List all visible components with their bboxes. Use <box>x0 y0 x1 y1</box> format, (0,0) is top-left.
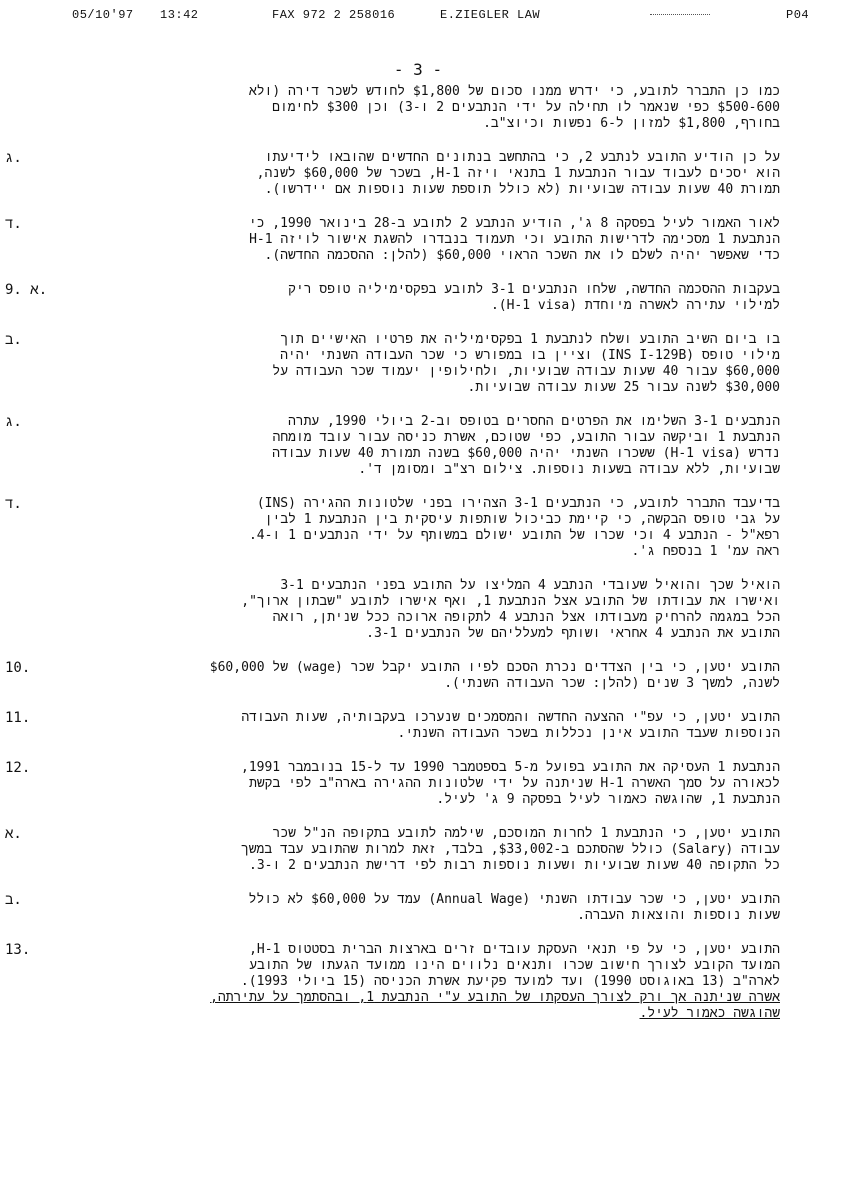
paragraph <box>5 414 780 478</box>
paragraph-marker: ג. <box>5 414 22 430</box>
text-line: הכל במגמה להרחיק מעבודתו אצל הנתבע 4 לתקופה ארוכה ככל שניתן, רואה <box>272 610 780 625</box>
text-line: הנתבעת 1 העסיקה את התובע בפועל מ-5 בספטמבר 1990 עד ל-15 בנובמבר 1991, <box>240 760 780 775</box>
text-line: בעקבות ההסכמה החדשה, שלחו הנתבעים 3-1 לתובע בפקסימיליה טופס ריק <box>288 282 780 297</box>
text-line: התובע יטען, כי שכר עבודתו השנתי (Annual Wage) עמד על $60,000 לא כולל <box>248 892 780 907</box>
text-line: $30,000 לשנה עבור 25 שעות עבודה שבועיות. <box>467 380 780 395</box>
text-line: הואיל שכך והואיל שעובדי הנתבע 4 המליצו על התובע בפני הנתבעים 3-1 <box>280 578 780 593</box>
paragraph <box>60 578 780 642</box>
paragraph-marker: ב. <box>5 892 22 908</box>
text-line: כל התקופה 40 שעות שבועיות ושעות נוספות רבות לפי דרישת הנתבעים 2 ו-3. <box>249 858 780 873</box>
text-line: כמו כן התברר לתובע, כי ידרש ממנו סכום של $1,800 לחודש לשכר דירה (ולא <box>248 84 780 99</box>
text-line: ראה עמ' 1 בנספח ג'. <box>631 544 780 559</box>
text-line: בו ביום השיב התובע ושלח לנתבעת 1 בפקסימיליה את פרטיו האישיים תוך <box>280 332 780 347</box>
text-line: הנתבעת 1, שהוגשה כאמור לעיל בפסקה 9 ג' לעיל. <box>436 792 780 807</box>
text-line: המועד הקובע לצורך חישוב שכרו ותנאים נלווים הינו ממועד הגעתו של התובע <box>249 958 780 973</box>
text-line: בחורף, $1,800 למזון ל-6 נפשות וכיוצ"ב. <box>483 116 780 131</box>
paragraph <box>5 282 780 314</box>
text-line: למילוי עתירה לאשרה מיוחדת (H-1 visa). <box>490 298 780 313</box>
paragraph <box>5 216 780 264</box>
paragraph-marker: 13. <box>5 942 31 958</box>
paragraph <box>5 150 780 198</box>
text-line: נדרש (H-1 visa) ששכרו השנתי יהיה $60,000 בשנה תמורת 40 שעות עבודה <box>272 446 780 461</box>
paragraph-marker: ב. <box>5 332 22 348</box>
paragraph <box>5 496 780 560</box>
paragraph-marker: 12. <box>5 760 31 776</box>
paragraph <box>5 332 780 396</box>
paragraph <box>5 826 780 874</box>
text-line: על גבי טופס הבקשה, כי קיימת כביכול שותפות עיסקית בין הנתבעת 1 לבין <box>264 512 780 527</box>
text-line: על כן הודיע התובע לנתבע 2, כי בהתחשב בנתונים החדשים שהובאו לידיעתו <box>264 150 780 165</box>
paragraph <box>5 660 780 692</box>
text-line: התובע את הנתבע 4 אחראי ושותף למעלליהם של הנתבעים 3-1. <box>366 626 780 641</box>
text-line: בדיעבד התברר לתובע, כי הנתבעים 3-1 הצהירו בפני שלטונות ההגירה (INS) <box>256 496 780 511</box>
text-line: אשרה שניתנה אך ורק לצורך העסקתו של התובע ע"י הנתבעת 1, ובהסתמך על עתירתה, <box>210 990 780 1005</box>
fax-page: P04 <box>786 8 810 22</box>
text-line: הנתבעת 1 מסכימה לדרישות התובע וכי תעמוד בנבדרו להשגת אישור לויזה H-1 <box>249 232 780 247</box>
paragraph-marker: 9. א. <box>5 282 48 298</box>
text-line: $60,000 עבור 40 שעות עבודה שבועיות, ולחילופין יעמוד שכר העבודה על <box>272 364 780 379</box>
text-line: התובע יטען, כי עפ"י ההצעה החדשה והמסמכים שנערכו בעקבותיה, שעות העבודה <box>241 710 780 725</box>
text-line: מילוי טופס (INS I-129B) וציין בו במפורש כי שכר העבודה השנתי יהיה <box>280 348 780 363</box>
fax-number: FAX 972 2 258016 <box>272 8 396 22</box>
paragraph <box>5 892 780 924</box>
paragraph-marker: 11. <box>5 710 31 726</box>
text-line: התובע יטען, כי בין הצדדים נכרת הסכם לפיו התובע יקבל שכר (wage) של $60,000 <box>209 660 780 675</box>
text-line: שבועיות, ללא עבודה בשעות נוספות. צילום רצ"ב ומסומן ד'. <box>358 462 780 477</box>
paragraph-marker: ג. <box>5 150 22 166</box>
fax-header <box>0 8 864 26</box>
text-line: עבודה (Salary) כולל שהסתכם ב-$33,002, בלבד, זאת למרות שהתובע עבד במשך <box>240 842 780 857</box>
text-line: תמורת 40 שעות עבודה שבועיות (לא כולל תוספת שעות נוספות אם יידרשו). <box>264 182 780 197</box>
fax-date: 05/10'97 <box>72 8 134 22</box>
text-line: הנתבעת 1 וביקשה עבור התובע, כפי שטוכם, אשרת כניסה עבור עובד מומחה <box>272 430 780 445</box>
fax-time: 13:42 <box>160 8 199 22</box>
text-line: התובע יטען, כי הנתבעת 1 לחרות המוסכם, שילמה לתובע בתקופה הנ"ל שכר <box>272 826 780 841</box>
paragraph-marker: א. <box>5 826 22 842</box>
text-line: התובע יטען, כי על פי תנאי העסקת עובדים זרים בארצות הברית בסטטוס H-1, <box>249 942 780 957</box>
fax-sender: E.ZIEGLER LAW <box>440 8 541 22</box>
text-line: לשנה, למשך 3 שנים (להלן: שכר העבודה השנתי). <box>444 676 780 691</box>
text-line: הנתבעים 3-1 השלימו את הפרטים החסרים בטופס וב-2 ביולי 1990, עתרה <box>287 414 780 429</box>
text-line: $500-600 כפי שנאמר לו תחילה על ידי הנתבעים 2 ו-3) וכן $300 לחימום <box>272 100 780 115</box>
text-line: לאור האמור לעיל בפסקה 8 ג', הודיע הנתבע 2 לתובע ב-28 בינואר 1990, כי <box>248 216 780 231</box>
document-body <box>5 84 780 1040</box>
text-line: רפא"ל - הנתבע 4 וכי שכרו של התובע ישולם במשותף על ידי הנתבעים 1 ו-4. <box>248 528 780 543</box>
paragraph <box>5 710 780 742</box>
handwritten-mark <box>650 14 710 15</box>
paragraph <box>5 760 780 808</box>
text-line: שהוגשה כאמור לעיל. <box>639 1006 780 1021</box>
paragraph-marker: ד. <box>5 496 22 512</box>
text-line: לכאורה על סמך האשרה H-1 שניתנה על ידי שלטונות ההגירה בארה"ב לפי בקשת <box>249 776 780 791</box>
page-number: - 3 - <box>393 60 443 79</box>
text-line: כדי שאפשר יהיה לשלם לו את השכר הראוי $60,000 (להלן: ההסכמה החדשה). <box>264 248 780 263</box>
text-line: לארה"ב (13 באוגוסט 1990) ועד למועד פקיעת אשרת הכניסה (15 ביולי 1993). <box>240 974 780 989</box>
paragraph <box>5 942 780 1022</box>
text-line: הנוספות שעבד התובע אינן נכללות בשכר העבודה השנתי. <box>397 726 780 741</box>
paragraph-marker: 10. <box>5 660 31 676</box>
text-line: הוא יסכים לעבוד עבור הנתבעת 1 בתנאי ויזה H-1, בשכר של $60,000 לשנה, <box>256 166 780 181</box>
paragraph-marker: ד. <box>5 216 22 232</box>
text-line: שעות נוספות והוצאות העברה. <box>577 908 780 923</box>
text-line: ואישרו את עבודתו של התובע אצל הנתבעת 1, ואף אישרו לתובע "שבתון ארוך", <box>241 594 780 609</box>
paragraph <box>60 84 780 132</box>
